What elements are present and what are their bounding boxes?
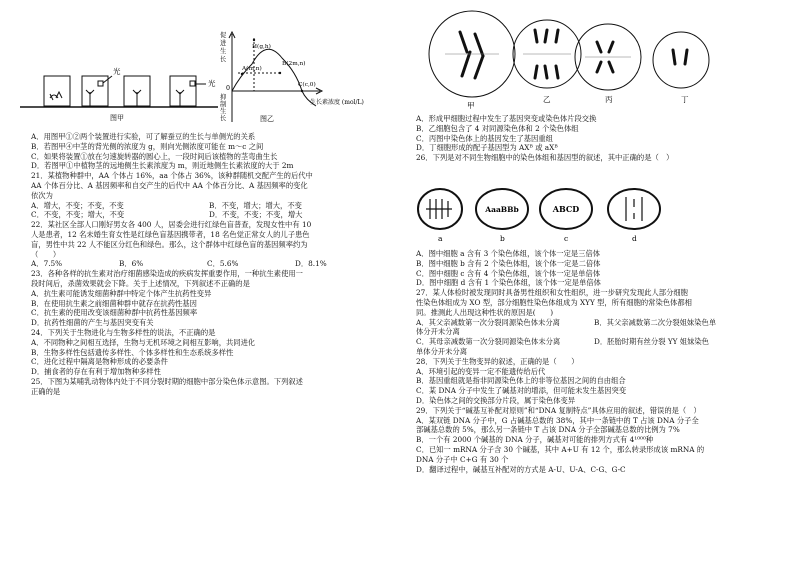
text-line (416, 455, 792, 465)
text-line (31, 152, 391, 162)
text-segment: A．增大，不变；不变，不变 (31, 200, 124, 210)
cell-ding (653, 32, 709, 88)
chromosome (609, 62, 613, 72)
chromosome (462, 52, 470, 76)
text-segment: 25．下图为某哺乳动物体内处于不同分裂时期的细胞中部分染色体示意图。下列叙述 (31, 376, 303, 386)
text-line (416, 288, 792, 298)
text-line (416, 347, 792, 357)
text-line (31, 210, 391, 220)
text-line (416, 357, 792, 367)
figure-plant-phototropism (20, 28, 392, 124)
plant-4 (176, 90, 184, 106)
text-segment: 28．下列关于生物变异的叙述，正确的是（ ） (416, 356, 579, 366)
text-segment: 段时间后，杀菌效果就会下降。关于上述情况，下列叙述不正确的是 (31, 278, 250, 288)
plant-2 (86, 90, 94, 106)
text-line (416, 143, 792, 153)
text-segment: A．图中细胞 a 含有 3 个染色体组，该个体一定是三倍体 (416, 249, 601, 258)
text-segment: 体分开未分离 (416, 327, 460, 337)
text-segment: C．其母亲减数第一次分裂同源染色体未分离 (416, 337, 561, 347)
text-segment: B．乙细胞包含了 4 对同源染色体和 2 个染色体组 (416, 123, 579, 133)
chart-neg-label-1: 抑 (220, 94, 227, 101)
text-line (416, 396, 792, 406)
text-segment: 26．下列是对不同生物细胞中的染色体组和基因型的叙述，其中正确的是（ ） (416, 153, 674, 163)
text-segment: B．基因重组就是指非同源染色体上的非等位基因之间的自由组合 (416, 376, 626, 386)
text-line (31, 181, 391, 191)
cell-label-d: d (632, 234, 637, 243)
text-line (416, 445, 792, 455)
chromosome (556, 30, 558, 42)
apparatus-box-1 (44, 76, 70, 106)
point-b: B(2m,n) (282, 61, 306, 67)
text-line (416, 376, 792, 386)
text-segment: A．7.5% (31, 259, 63, 269)
text-line (31, 289, 391, 299)
point-h: H(g,h) (252, 44, 271, 50)
figure-chromosome-sets (414, 186, 694, 246)
text-line (416, 367, 792, 377)
left-question-text (31, 132, 391, 397)
chromosome (597, 42, 601, 52)
text-segment: 24．下列关于生物进化与生物多样性的说法，不正确的是 (31, 327, 216, 337)
text-line (416, 435, 792, 445)
text-line (416, 416, 792, 426)
text-segment: 同。推测此人出现这种性状的原因是( ) (416, 307, 554, 317)
point-a: A(m,n) (242, 66, 262, 72)
text-segment: DNA 分子中 C+G 有 30 个 (416, 454, 509, 464)
text-line (416, 308, 792, 318)
text-segment: C．图中细胞 c 含有 4 个染色体组，该个体一定是单倍体 (416, 268, 601, 278)
chromosome (597, 62, 601, 72)
plant-3 (133, 90, 141, 106)
cell-label-c: c (564, 234, 569, 243)
text-segment: 单体分开未分离 (416, 346, 468, 356)
text-segment: 29．下列关于“碱基互补配对原则”和“DNA 复制特点”具体应用的叙述，错误的是（ ） (416, 405, 701, 415)
chart-x-label: 生长素浓度 (mol/L) (310, 99, 364, 106)
figure-cell-division (415, 2, 785, 110)
text-line (31, 318, 391, 328)
text-segment: D．8.1% (295, 259, 327, 269)
text-segment: D．胚胎时期有丝分裂 YY 姐妹染色 (594, 337, 709, 347)
text-line (31, 250, 391, 260)
auxin-chart (229, 32, 322, 122)
text-segment: B．若图甲④中茎的背光侧的浓度为 g，则向光侧浓度可能在 m～c 之间 (31, 141, 264, 151)
text-segment: 人是患者，12 名未婚生育女性是红绿色盲基因携带者，18 名色觉正常女人的儿子患色 (31, 229, 310, 239)
right-question-text-bottom (416, 249, 792, 474)
chromosome (556, 66, 558, 78)
text-segment: 正确的是 (31, 386, 61, 396)
text-line (416, 259, 792, 269)
text-segment: B．一个有 2000 个碱基的 DNA 分子，碱基对可能的排列方式有 4¹⁰⁰⁰种 (416, 435, 654, 445)
text-line (416, 249, 792, 259)
text-segment: B．6% (119, 259, 144, 269)
cell-b-genotype: AaaBBb (485, 205, 519, 214)
text-segment: 部碱基总数的 5%，那么另一条链中 T 占该 DNA 分子全部碱基总数的比例为 7% (416, 425, 680, 435)
text-line (31, 191, 391, 201)
light-label-2: 光 (208, 79, 216, 88)
cell-label-bing: 丙 (605, 95, 613, 104)
text-line (31, 269, 391, 279)
text-segment: B．不变，增大；增大，不变 (209, 200, 302, 210)
text-segment: B．在使用抗生素之前细菌种群中就存在抗药性基因 (31, 298, 197, 308)
text-segment: 性染色体组成为 XO 型，部分细胞性染色体组成为 XYY 型，所有细胞的常染色体都相 (416, 297, 692, 307)
text-segment: AA 个体百分比、A 基因频率和自交产生的后代中 AA 个体百分比、A 基因频率的变化 (31, 180, 308, 190)
chart-y-label-4: 长 (220, 56, 227, 63)
text-line (416, 327, 792, 337)
text-segment: 22．某社区全部人口刚好男女各 400 人，居委会进行红绿色盲普查，发现女性中有 10 (31, 220, 312, 230)
text-segment: C．进化过程中隔离是物种形成的必要条件 (31, 357, 168, 367)
text-segment: （ ） (31, 249, 61, 259)
text-segment: B．生物多样性包括遗传多样性、个体多样性和生态系统多样性 (31, 347, 234, 357)
cell-label-a: a (438, 234, 443, 243)
chart-origin: 0 (226, 85, 231, 92)
text-line (31, 387, 391, 397)
text-line (31, 328, 391, 338)
right-column (400, 0, 794, 561)
text-segment: B．其父亲减数第二次分裂姐妹染色单 (594, 317, 717, 327)
text-segment: D．图中细胞 d 含有 1 个染色体组，该个体一定是单倍体 (416, 278, 601, 288)
text-line (31, 240, 391, 250)
text-segment: D．丁细胞形成的配子基因型为 AXᴮ 或 aXᴮ (416, 143, 558, 153)
chromosome (685, 50, 687, 64)
text-line (416, 406, 792, 416)
text-line (31, 377, 391, 387)
text-segment: B．图中细胞 b 含有 2 个染色体组，该个体一定是二倍体 (416, 258, 601, 268)
text-line (416, 278, 792, 288)
apparatus-box-2 (82, 76, 108, 106)
left-column (0, 0, 396, 561)
chart-y-label-1: 促 (220, 32, 227, 39)
chromosome (475, 34, 483, 56)
text-line (416, 318, 792, 328)
chromosome (609, 42, 613, 52)
text-segment: D．不变，不变；不变，增大 (209, 210, 303, 220)
text-line (31, 230, 391, 240)
text-segment: A．环境引起的变异一定不能遗传给后代 (416, 366, 546, 376)
right-question-text-top (416, 114, 792, 163)
cell-label-yi: 乙 (543, 95, 551, 104)
text-segment: 23．各种各样的抗生素对治疗细菌感染造成的疾病发挥重要作用，一种抗生素使用一 (31, 269, 303, 279)
text-segment: 盲，男性中共 22 人不能区分红色和绿色。那么，这个群体中红绿色盲的基因频率约为 (31, 239, 308, 249)
text-line (31, 201, 391, 211)
text-line (416, 337, 792, 347)
text-segment: A．形成甲细胞过程中发生了基因突变或染色体片段交换 (416, 114, 597, 123)
text-line (416, 269, 792, 279)
text-line (31, 171, 391, 181)
text-segment: A．某双链 DNA 分子中，G 占碱基总数的 38%，其中一条链中的 T 占该 DNA 分子全 (416, 415, 699, 425)
cell-label-ding: 丁 (681, 95, 689, 104)
light-label-1: 光 (113, 67, 121, 76)
text-line (31, 279, 391, 289)
point-c: C(c,0) (298, 82, 316, 88)
text-line (31, 132, 391, 142)
chromosome (460, 32, 467, 52)
chart-neg-label-4: 长 (220, 115, 227, 122)
text-line (416, 114, 792, 124)
text-segment: D．若图甲①中植物茎的远地侧生长素浓度为 m，则近地侧生长素浓度的大于 2m (31, 161, 294, 171)
text-segment: D．染色体之间的交换部分片段，属于染色体变异 (416, 395, 576, 405)
chart-neg-label-3: 生 (220, 108, 227, 115)
chart-neg-label-2: 制 (220, 101, 227, 108)
auxin-response-curve (232, 49, 316, 106)
text-line (31, 299, 391, 309)
text-segment: C．如果将装置①放在匀速旋转器的圆心上，一段时间后该植物的茎弯曲生长 (31, 151, 278, 161)
chromosome (535, 30, 537, 42)
text-line (31, 220, 391, 230)
text-segment: A．其父亲减数第一次分裂同源染色体未分离 (416, 317, 560, 327)
text-line (31, 259, 391, 269)
figure-a-caption: 图甲 (110, 114, 124, 122)
text-segment: 27．某人体检时被发现同时具备男性组织和女性组织，进一步研究发现此人部分细胞 (416, 288, 688, 298)
cell-label-b: b (500, 234, 505, 243)
text-segment: C．抗生素的使用改变该细菌种群中抗药性基因频率 (31, 308, 198, 318)
text-line (416, 134, 792, 144)
text-segment: 依次为 (31, 190, 53, 200)
chromosome (475, 56, 483, 78)
text-segment: D．翻译过程中，碱基互补配对的方式是 A-U、U-A、C-G、G-C (416, 464, 626, 474)
text-line (31, 348, 391, 358)
text-line (416, 386, 792, 396)
text-line (416, 425, 792, 435)
text-line (31, 338, 391, 348)
text-line (416, 153, 792, 163)
text-segment: D．抗药性细菌的产生与基因突变有关 (31, 318, 154, 328)
text-segment: A．不同物种之间相互选择，生物与无机环境之间相互影响，共同进化 (31, 337, 256, 347)
text-line (416, 124, 792, 134)
cell-label-jia: 甲 (467, 101, 475, 110)
text-line (31, 367, 391, 377)
text-line (31, 308, 391, 318)
text-segment: C．丙图中染色体上的基因发生了基因重组 (416, 133, 553, 143)
chromosome (545, 30, 547, 42)
text-segment: C．某 DNA 分子中发生了碱基对的增添，但可能未发生基因突变 (416, 386, 627, 396)
cell-c-genotype: ABCD (552, 204, 580, 214)
chromosome (535, 66, 537, 78)
text-line (31, 357, 391, 367)
text-segment: D．捕食者的存在有利于增加物种多样性 (31, 367, 161, 377)
text-segment: C．5.6% (207, 259, 239, 269)
figure-b-caption: 图乙 (260, 115, 274, 123)
text-segment: 21．某植物种群中，AA 个体占 16%，aa 个体占 36%，该种群随机交配产生的后代中 (31, 171, 313, 181)
text-segment: C．已知一 mRNA 分子含 30 个碱基，其中 A+U 有 12 个，那么转录形成该 mRNA 的 (416, 444, 705, 454)
text-line (416, 465, 792, 475)
chart-y-label-3: 生 (220, 48, 227, 55)
text-segment: A．用图甲①②两个装置进行实验，可了解蚕豆的生长与单侧光的关系 (31, 132, 256, 141)
text-line (31, 161, 391, 171)
chromosome (673, 50, 675, 64)
chromosome (545, 66, 547, 78)
text-line (416, 298, 792, 308)
plant-1 (50, 92, 62, 100)
text-segment: A．抗生素可能诱发细菌种群中特定个体产生抗药性变异 (31, 288, 212, 298)
chart-y-label-2: 进 (220, 40, 227, 47)
cell-d (608, 189, 660, 229)
text-line (31, 142, 391, 152)
text-segment: C．不变，不变；增大，不变 (31, 210, 125, 220)
